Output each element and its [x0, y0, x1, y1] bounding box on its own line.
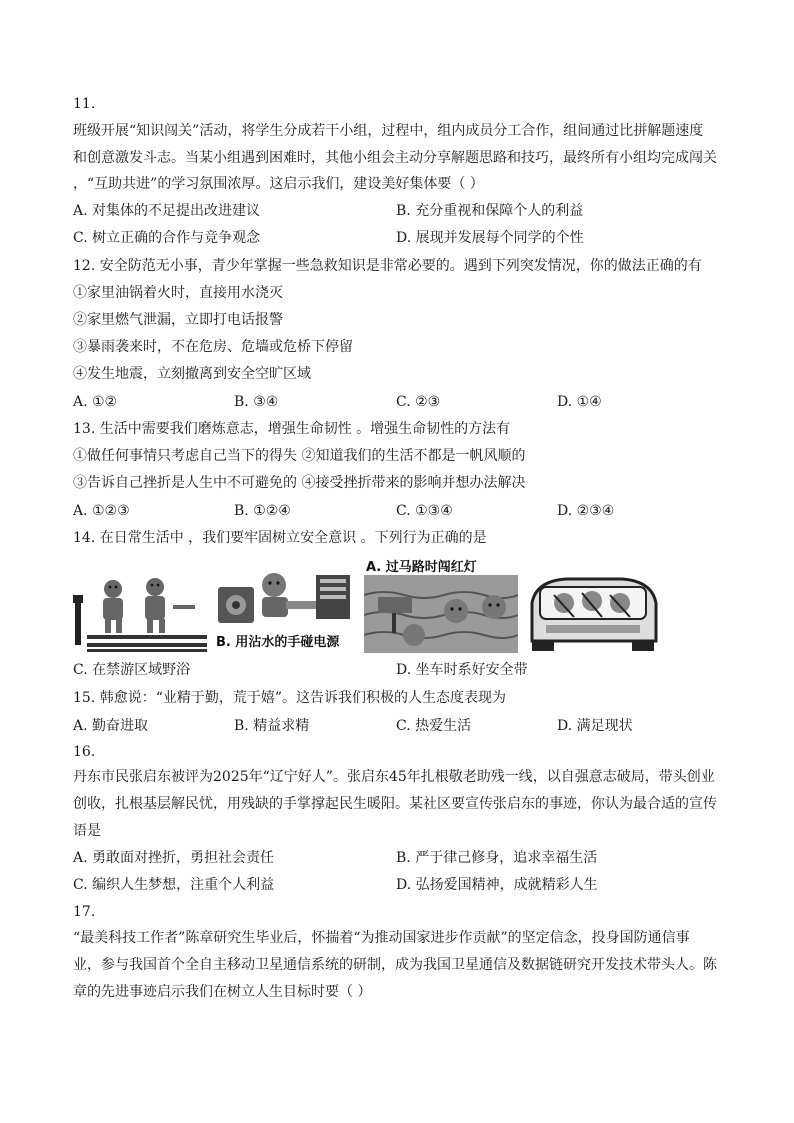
q11-option-a: A. 对集体的不足提出改进建议: [73, 203, 261, 219]
q13-option-a: A. ①②③: [73, 503, 130, 519]
q11-option-d: D. 展现并发展每个同学的个性: [396, 230, 584, 246]
q17-stem-line-2: 业，参与我国首个全自主移动卫星通信系统的研制，成为我国卫星通信及数据链研究开发技术带头人。陈: [73, 957, 717, 973]
q12-item-2: ②家里燃气泄漏，立即打电话报警: [73, 312, 283, 328]
q11-number: 11.: [73, 96, 96, 112]
q12-item-4: ④发生地震，立刻撤离到安全空旷区域: [73, 366, 311, 382]
q16-stem-line-1: 丹东市民张启东被评为2025年“辽宁好人”。张启东45年扎根敬老助残一线，以自强意志破局，带头创业: [73, 769, 715, 785]
q15-option-c: C. 热爱生活: [396, 718, 472, 734]
q16-option-b: B. 严于律己修身，追求幸福生活: [396, 850, 598, 866]
q15-option-a: A. 勤奋进取: [73, 718, 149, 734]
q14-image-b-caption: B. 用沾水的手碰电源: [216, 635, 340, 650]
q12-option-b: B. ③④: [234, 394, 279, 410]
q16-stem-line-2: 创收，扎根基层解民忧，用残缺的手掌撑起民生暖阳。某社区要宣传张启东的事迹，你认为最合适的宣传: [73, 796, 717, 812]
q13-option-c: C. ①③④: [396, 503, 453, 519]
q12-option-c: C. ②③: [396, 394, 441, 410]
q12-item-3: ③暴雨袭来时，不在危房、危墙或危桥下停留: [73, 339, 353, 355]
q16-option-c: C. 编织人生梦想，注重个人利益: [73, 877, 275, 893]
q12-option-a: A. ①②: [73, 394, 118, 410]
car-seatbelt-illustration: [526, 575, 660, 653]
q13-items-line-2: ③告诉自己挫折是人生中不可避免的 ④接受挫折带来的影响并想办法解决: [73, 475, 526, 491]
q16-stem-line-3: 语是: [73, 823, 101, 839]
q13-option-d: D. ②③④: [557, 503, 615, 519]
q12-item-1: ①家里油锅着火时，直接用水浇灭: [73, 285, 283, 301]
crosswalk-illustration: [73, 565, 211, 653]
q15-stem: 15. 韩愈说：“业精于勤，荒于嬉”。这告诉我们积极的人生态度表现为: [73, 690, 507, 706]
q14-option-c: C. 在禁游区域野浴: [73, 662, 191, 678]
q14-stem: 14. 在日常生活中 ，我们要牢固树立安全意识 。下列行为正确的是: [73, 530, 487, 546]
q11-stem-line-1: 班级开展“知识闯关”活动，将学生分成若干小组，过程中，组内成员分工合作，组间通过比拼解题速度: [73, 123, 704, 139]
q11-option-c: C. 树立正确的合作与竞争观念: [73, 230, 261, 246]
q15-option-b: B. 精益求精: [234, 718, 310, 734]
q11-stem-line-2: 和创意激发斗志。当某小组遇到困难时，其他小组会主动分享解题思路和技巧，最终所有小组均完成闯关: [73, 150, 717, 166]
q12-stem: 12. 安全防范无小事，青少年掌握一些急救知识是非常必要的。遇到下列突发情况，你的做法正确的有: [73, 258, 702, 274]
q13-stem: 13. 生活中需要我们磨炼意志，增强生命韧性 。增强生命韧性的方法有: [73, 421, 511, 437]
q14-option-d: D. 坐车时系好安全带: [396, 662, 528, 678]
q17-stem-line-3: 章的先进事迹启示我们在树立人生目标时要（ ）: [73, 984, 372, 1000]
q17-number: 17.: [73, 904, 96, 920]
q12-option-d: D. ①④: [557, 394, 602, 410]
q11-option-b: B. 充分重视和保障个人的利益: [396, 203, 584, 219]
q16-number: 16.: [73, 744, 96, 760]
q13-items-line-1: ①做任何事情只考虑自己当下的得失 ②知道我们的生活不都是一帆风顺的: [73, 448, 526, 464]
q17-stem-line-1: “最美科技工作者”陈章研究生毕业后，怀揣着“为推动国家进步作贡献”的坚定信念，投身国防通信事: [73, 930, 690, 946]
q11-stem-line-3: ，“互助共进”的学习氛围浓厚。这启示我们，建设美好集体要（ ）: [73, 176, 484, 192]
q16-option-a: A. 勇敢面对挫折，勇担社会责任: [73, 850, 275, 866]
q15-option-d: D. 满足现状: [557, 718, 633, 734]
q14-image-a-caption: A. 过马路时闯红灯: [366, 560, 477, 575]
q16-option-d: D. 弘扬爱国精神，成就精彩人生: [396, 877, 598, 893]
q13-option-b: B. ①②④: [234, 503, 291, 519]
